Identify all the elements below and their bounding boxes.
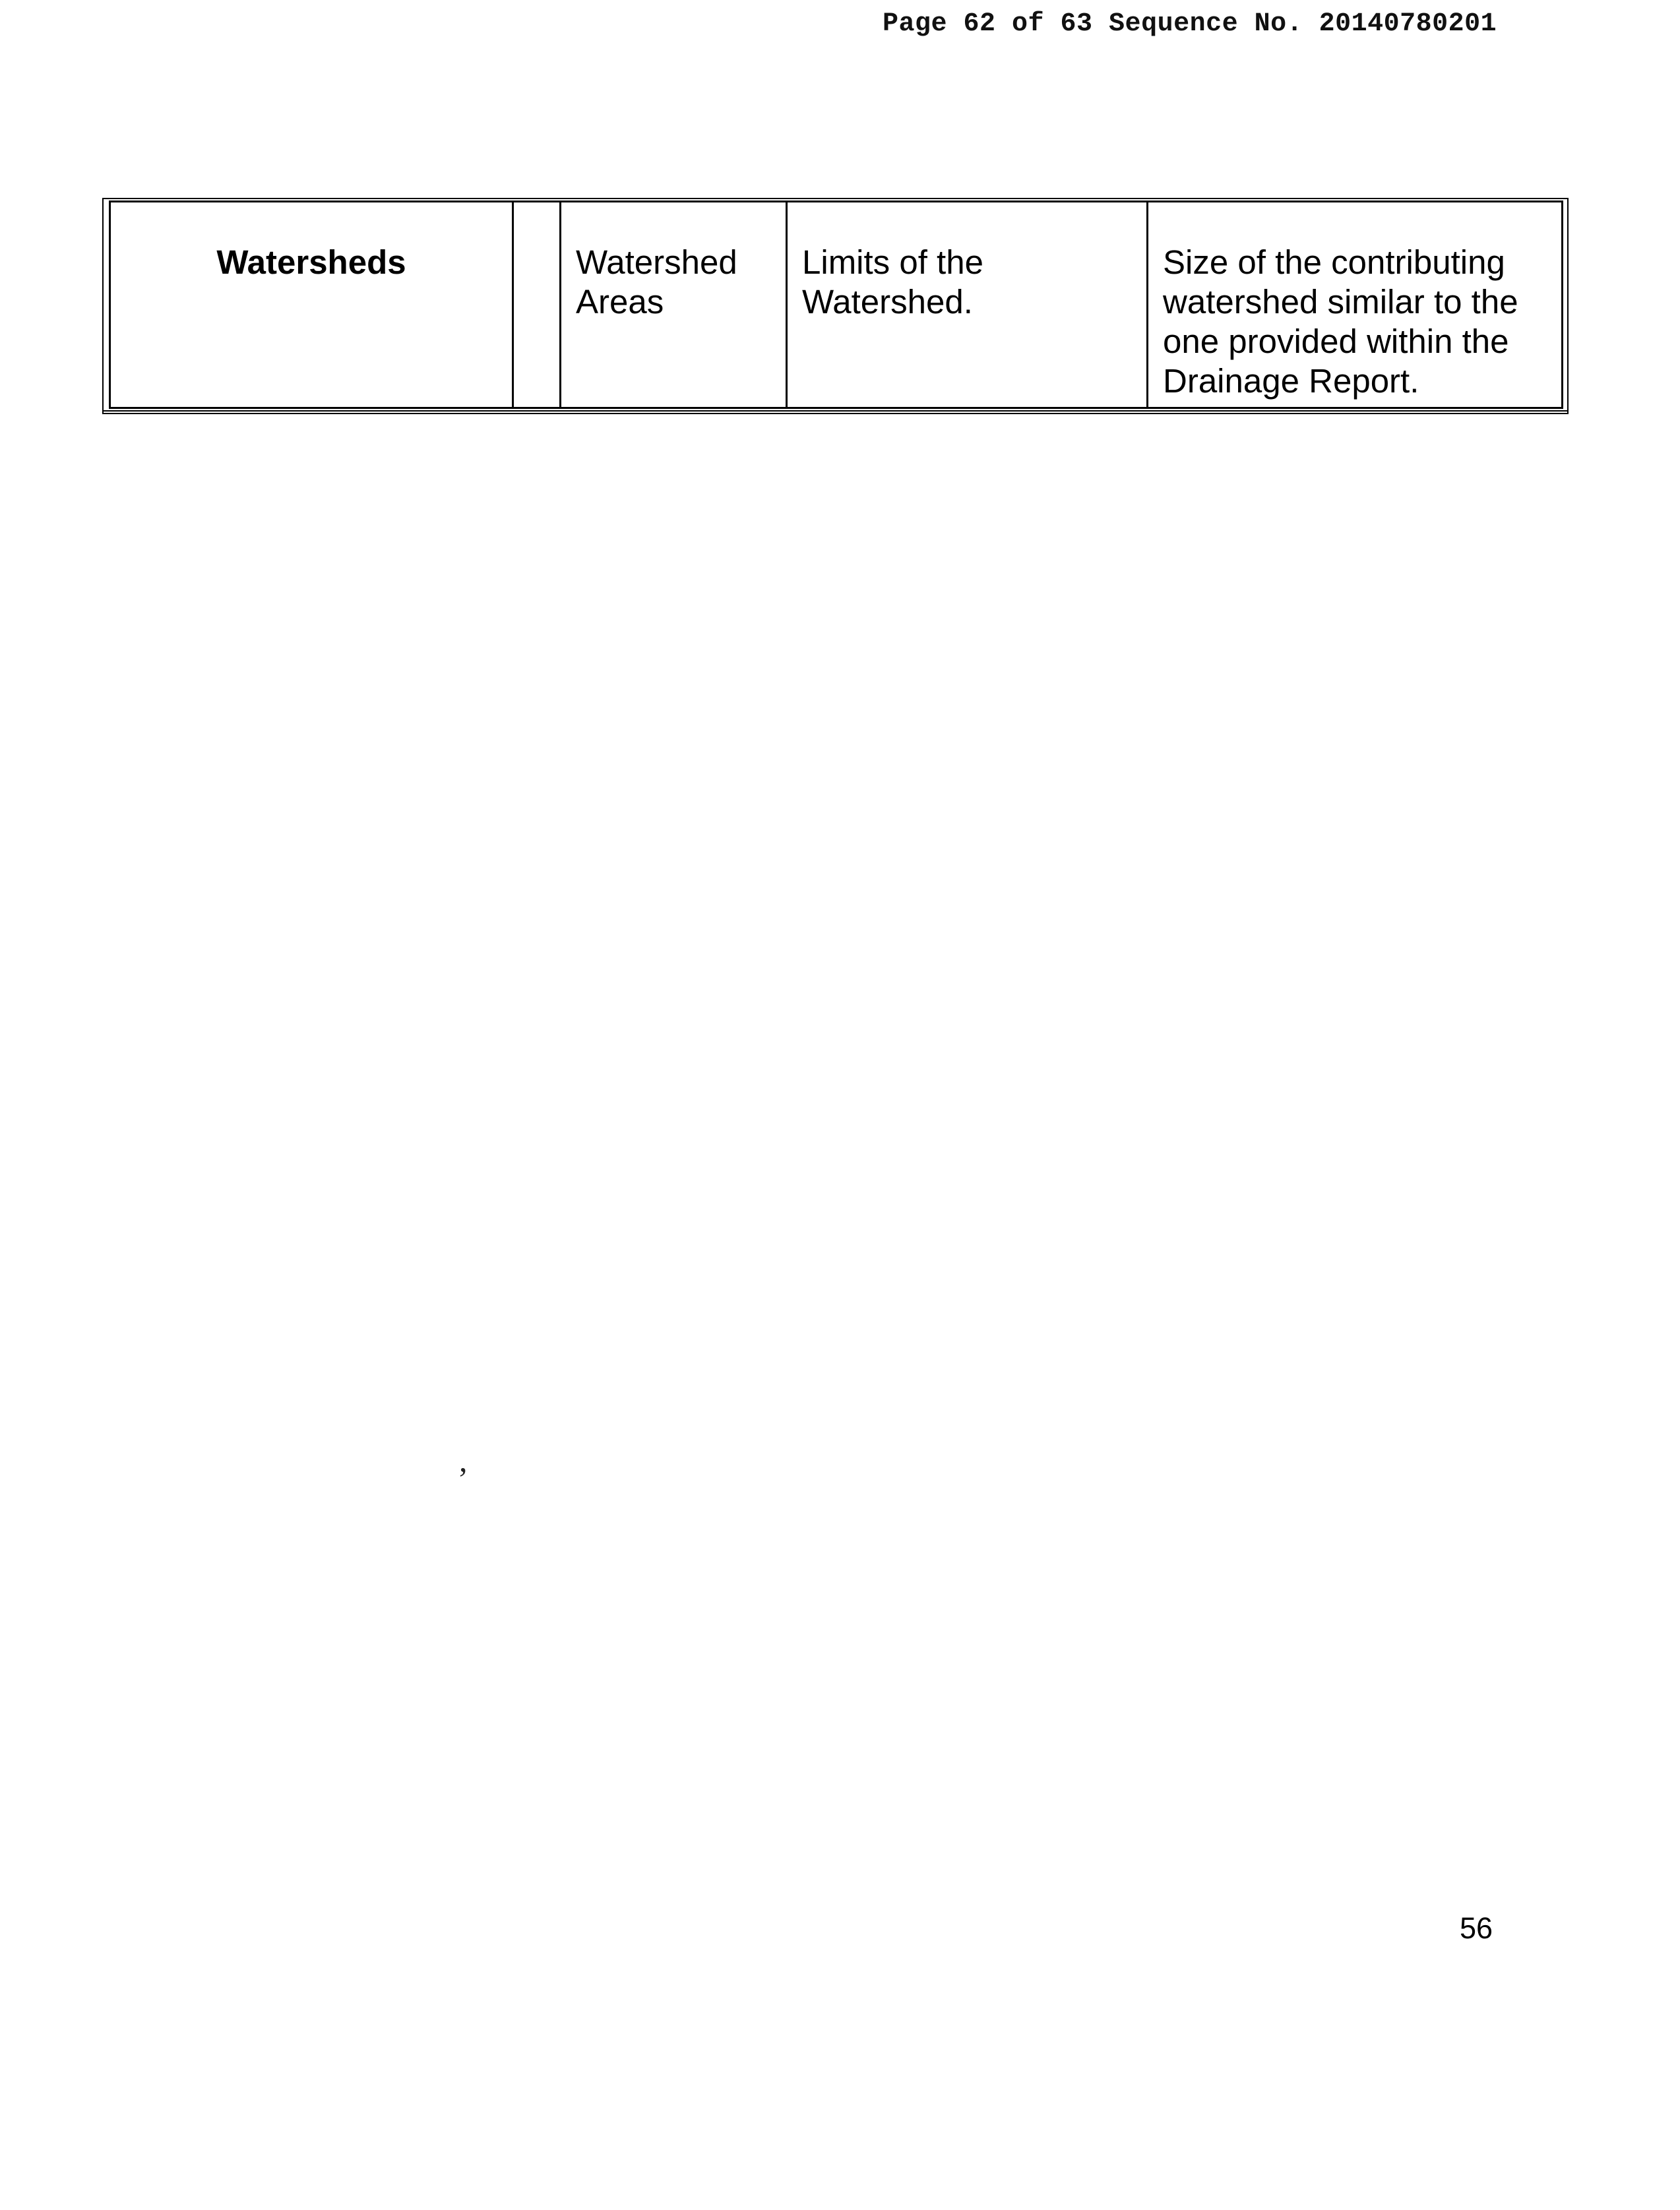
page-number: 56 (1460, 1911, 1493, 1945)
page-header: Page 62 of 63 Sequence No. 20140780201 (883, 9, 1497, 39)
table-cell-blank (516, 200, 559, 409)
table-cell-description: Limits of the Watershed. (802, 243, 983, 321)
scan-mark: , (459, 1442, 468, 1479)
table-cell-criteria: Size of the contributing watershed similar to the one provided within the Drainage Report. (1163, 243, 1518, 400)
column-divider (512, 200, 514, 409)
table-bottom-rule (102, 410, 1569, 412)
table-cell-item: Watershed Areas (576, 243, 737, 321)
table-cell-category: Watersheds (216, 243, 406, 281)
